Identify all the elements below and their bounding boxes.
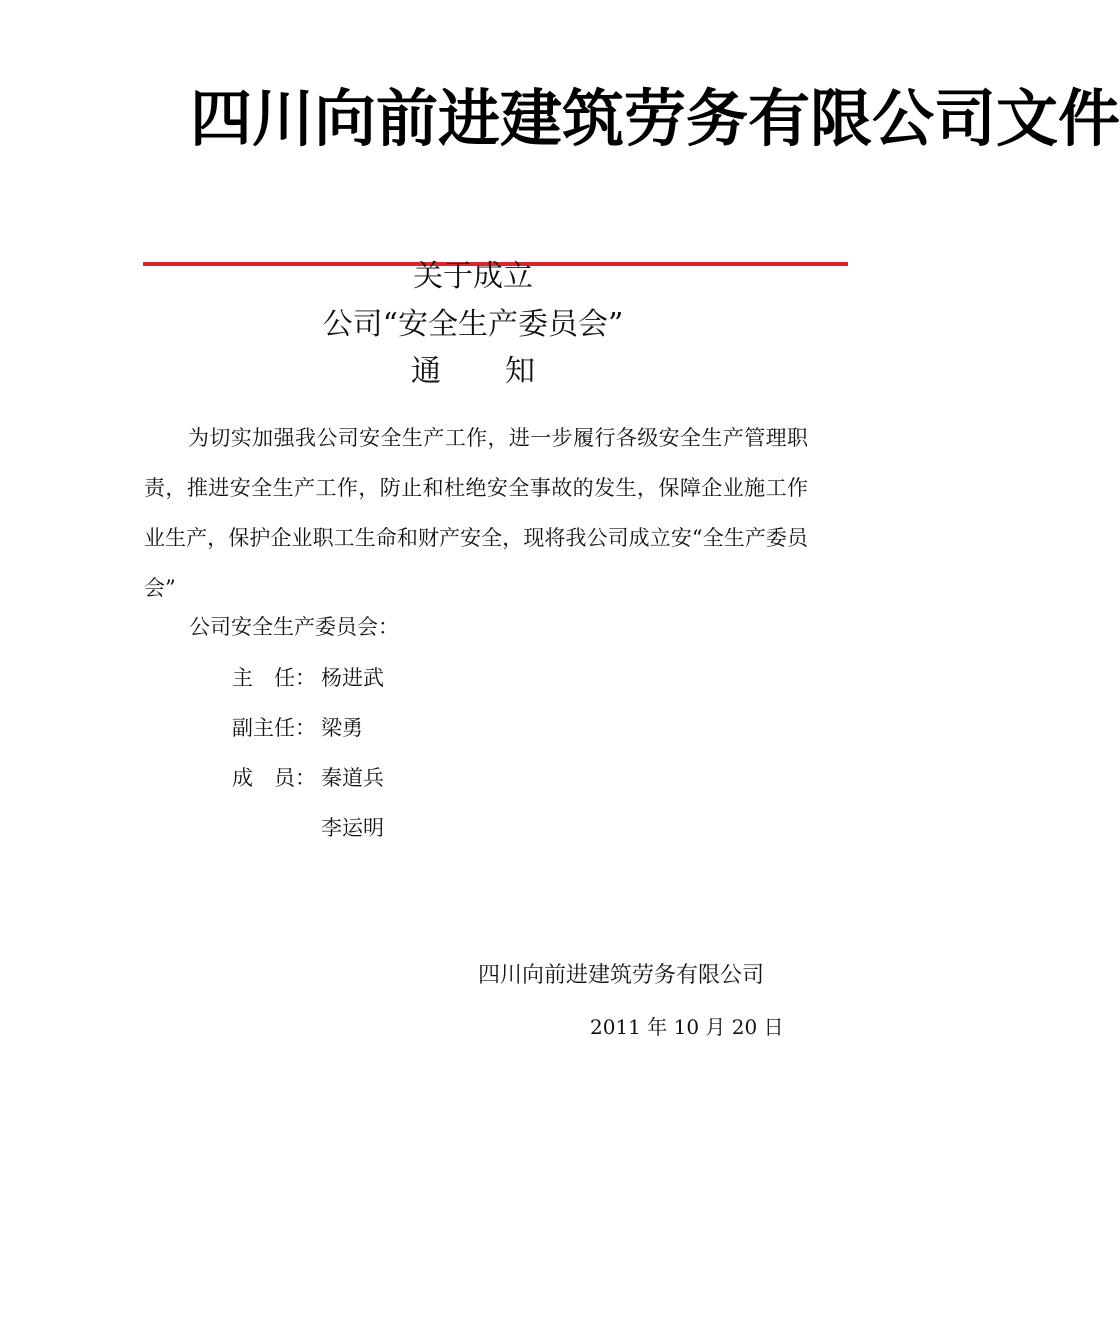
committee-heading: 公司安全生产委员会：: [189, 615, 399, 639]
member-name: 梁勇: [321, 716, 363, 740]
notice-body-paragraph: 为切实加强我公司安全生产工作，进一步履行各级安全生产管理职责，推进安全生产工作，防止和杜绝安全事故的发生，保障企业施工作业生产，保护企业职工生命和财产安全，现将我公司成立安“全生产委员会”: [144, 426, 808, 600]
committee-member-row: [232, 768, 384, 789]
committee-member-row: [232, 718, 363, 739]
committee-member-row: [232, 668, 384, 689]
signature-company: 四川向前进建筑劳务有限公司: [478, 963, 765, 988]
committee-member-row: [232, 818, 384, 839]
signature-date: 2011 年 10 月 20 日: [590, 1015, 784, 1039]
notice-title-line-2: 公司“安全生产委员会”: [322, 307, 624, 342]
member-name: 杨进武: [321, 666, 384, 690]
member-role: 成 员：: [232, 766, 316, 790]
notice-title-line-3: [0, 354, 948, 389]
member-name: 李运明: [321, 816, 384, 840]
member-role: 副主任：: [232, 716, 316, 740]
member-name: 秦道兵: [321, 766, 384, 790]
letterhead-title: 四川向前进建筑劳务有限公司文件: [190, 82, 1120, 155]
notice-title-line-1: 关于成立: [413, 259, 533, 294]
notice-title-char-left: 通: [411, 354, 441, 389]
member-role: 主 任：: [232, 666, 316, 690]
notice-title-char-right: 知: [505, 354, 535, 389]
